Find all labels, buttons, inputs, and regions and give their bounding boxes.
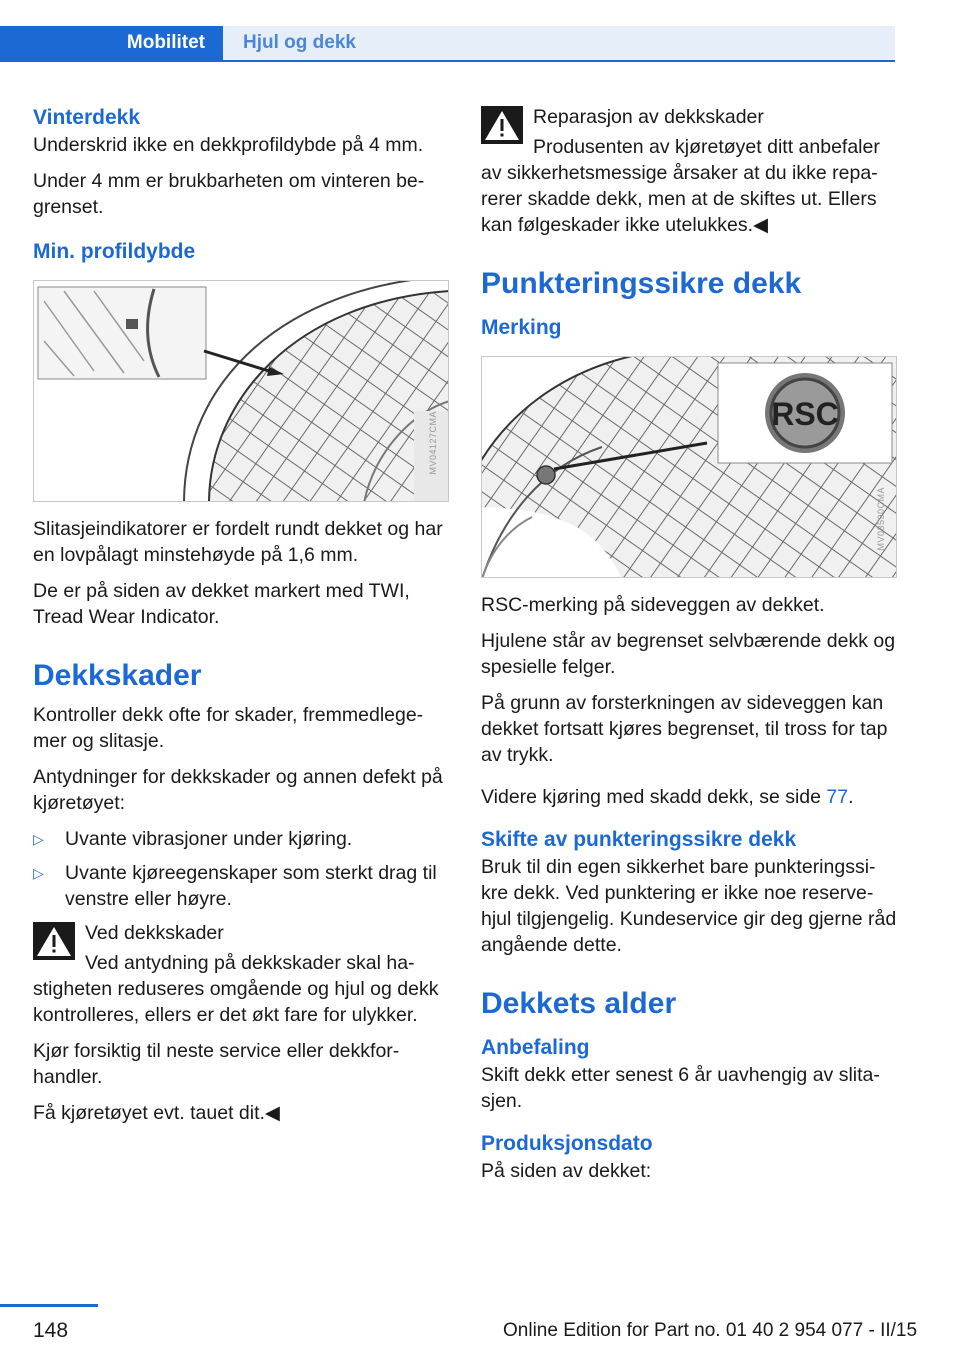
warning-block [33,920,449,1028]
produksjon-heading: Produksjonsdato [481,1132,653,1155]
figure-caption: Slitasjeindikatorer er fordelt rundt dekket og har en lovpålagt minstehøyde på 1,6 mm. [33,518,443,566]
dekkskader-heading: Dekkskader [33,659,202,692]
list-item-text: Uvante kjøreegenskaper som sterkt drag til venstre eller høyre. [65,862,437,910]
list-item [33,826,449,852]
page-number: 148 [33,1319,69,1342]
tread-wear-figure [33,280,449,502]
vinterdekk-text-1: Underskrid ikke en dekkprofildybde på 4 mm. [33,134,424,156]
warning-text: Produsenten av kjøretøyet ditt anbefaler av sikkerhetsmessige årsaker at du ikke repa-rerer skadde dekk, men at de skiftes ut. Ellers kan følgeskader ikke utelukkes.◀ [481,136,880,236]
warning-text-2: Kjør forsiktig til neste service eller dekkfor-handler. [33,1040,400,1088]
page-number-rule [0,1304,98,1307]
warning-text: Ved antydning på dekkskader skal ha-stigheten reduseres omgående og hjul og dekk kontrolleres, ellers er det økt fare for ulykker. [33,952,439,1026]
rsc-tire-illustration [482,357,897,578]
rsc-text-2: På grunn av forsterkningen av sideveggen kan dekket fortsatt kjøres begrenset, til tross for tap av trykk. [481,692,888,766]
skifte-heading: Skifte av punkteringssikre dekk [481,828,797,851]
period-text: . [848,786,854,808]
dekkskader-text-1: Kontroller dekk ofte for skader, fremmedlege-mer og slitasje. [33,704,424,752]
vinterdekk-heading: Vinterdekk [33,106,140,129]
tire-tread-illustration [34,281,449,502]
rsc-text-3 [481,784,897,810]
warning-title: Reparasjon av dekkskader [533,106,764,128]
rsc-text-1: Hjulene står av begrenset selvbærende dekk og spesielle felger. [481,630,896,678]
see-page-text: Videre kjøring med skadd dekk, se side [481,786,827,808]
figure-caption: RSC-merking på sideveggen av dekket. [481,594,825,616]
list-item-text: Uvante vibrasjoner under kjøring. [65,828,353,850]
warning-icon [481,106,523,144]
rsc-logo-text: RSC [771,396,839,432]
produksjon-text: På siden av dekket: [481,1160,652,1182]
warning-text-3: Få kjøretøyet evt. tauet dit.◀ [33,1102,280,1124]
dekkskader-text-2: Antydninger for dekkskader og annen defekt på kjøretøyet: [33,766,443,814]
skifte-text: Bruk til din egen sikkerhet bare punkteringssi-kre dekk. Ved punktering er ikke noe reserve-hjul tilgjengelig. Kundeservice gir deg gjerne råd angående dette. [481,856,897,956]
warning-title: Ved dekkskader [85,922,224,944]
twi-text: De er på siden av dekket markert med TWI, Tread Wear Indicator. [33,580,410,628]
anbefaling-text: Skift dekk etter senest 6 år uavhengig av slita-sjen. [481,1064,880,1112]
right-column [481,104,897,1194]
list-item [33,860,449,912]
tab-mobilitet[interactable]: Mobilitet [0,26,223,60]
edition-footer: Online Edition for Part no. 01 40 2 954 077 - II/15 [503,1320,918,1341]
rsc-figure [481,356,897,578]
header-tab-bar [0,26,895,62]
warning-block [481,104,897,238]
tab-hjul-og-dekk[interactable]: Hjul og dekk [223,26,895,60]
left-column [33,104,449,1136]
punktering-heading: Punkteringssikre dekk [481,267,802,300]
triangle-bullet-icon: ▷ [33,865,44,881]
warning-icon [33,922,75,960]
page-link[interactable]: 77 [826,786,849,808]
figure-code: MV03590CMA [876,487,886,551]
min-profil-heading: Min. profildybde [33,240,196,263]
alder-heading: Dekkets alder [481,987,677,1020]
vinterdekk-text-2: Under 4 mm er brukbarheten om vinteren be-grenset. [33,170,425,218]
figure-code: MV04127CMA [428,411,438,475]
anbefaling-heading: Anbefaling [481,1036,590,1059]
triangle-bullet-icon: ▷ [33,831,44,847]
merking-heading: Merking [481,316,562,339]
